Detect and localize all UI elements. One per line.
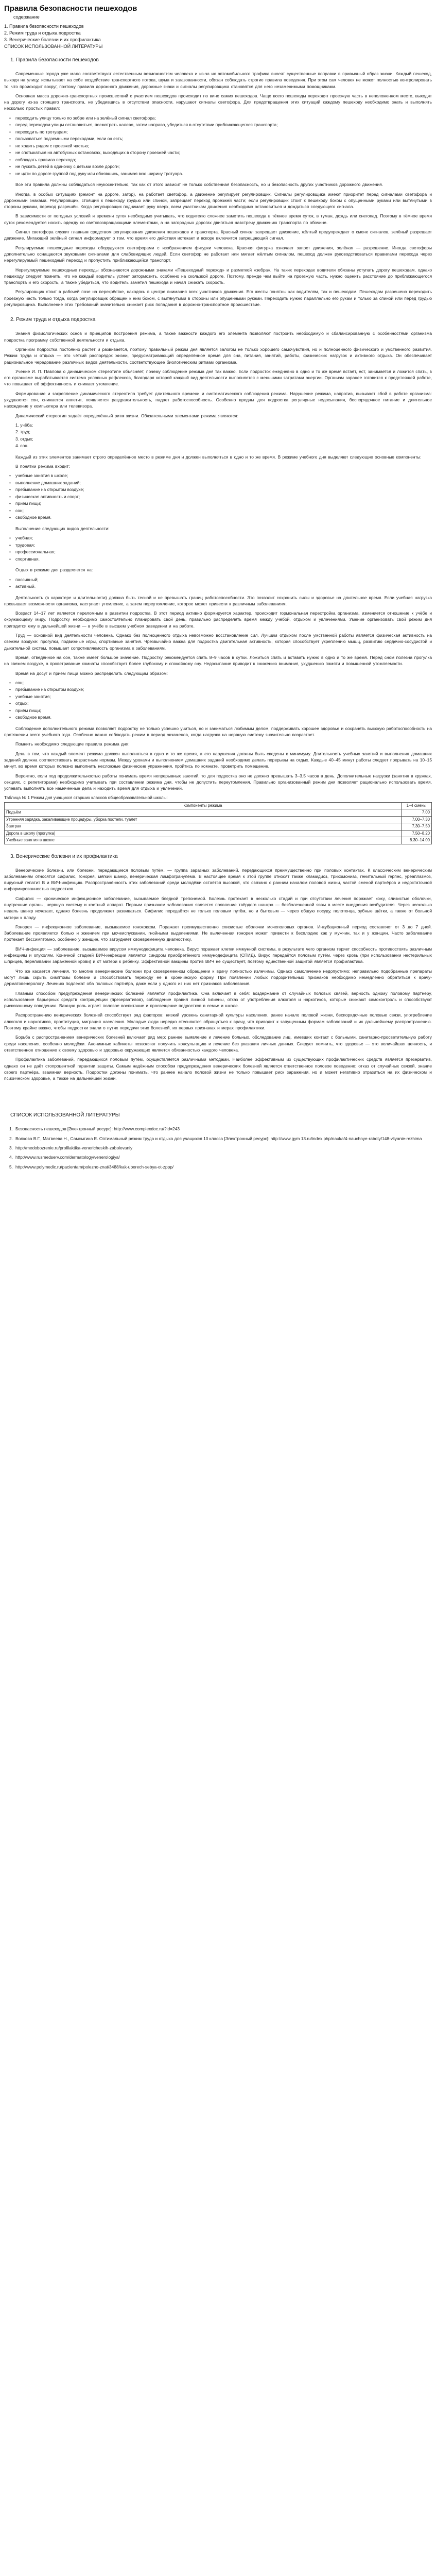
paragraph: Что же касается лечения, то многие венерические болезни при своевременном обращении к врачу полностью излечимы. Однако самолечение недопустимо: неправильно подобранные препараты могут лишь скрыть симптомы болезни и способствовать переходу её в хроническую форму. При появлении любых подозрительных признаков необходимо немедленно обратиться к врачу-дерматовенерологу. Лечению подлежат оба половых партнёра, даже если у одного из них нет признаков заболевания.: [4, 968, 432, 987]
references-list: [4, 1126, 432, 1170]
paragraph: Нерегулируемые пешеходные переходы обозначаются дорожными знаками «Пешеходный переход» и разметкой «зебра». На таких переходах водители обязаны уступать дорогу пешеходам, однако пешеходу следует помнить, что не каждый водитель успеет затормозить, особенно на скользкой дороге. Поэтому, прежде чем выйти на проезжую часть, нужно оценить расстояние до приближающегося транспорта и его скорость, а также убедиться, что водитель заметил пешехода и начал снижать скорость.: [4, 267, 432, 285]
table-cell: 7.30–7.50: [402, 823, 432, 831]
list-item: • пребывание на открытом воздухе;: [4, 686, 432, 693]
paragraph: Знания физиологических основ и принципов построения режима, а также важности каждого его элемента позволяют построить необходимую и сбалансированную с особенностями организма подростка программу собственной деятельности и отдыха.: [4, 331, 432, 343]
paragraph: Деятельность (в характере и длительности) должна быть тесной и не превышать границ работоспособности. Это позволит сохранить силы и здоровье на длительное время. Если учебная нагрузка превышает возможности организма, наступает утомление, а затем переутомление, которое может привести к различным заболеваниям.: [4, 595, 432, 606]
list-item: • переходить улицу только по зебре или на зелёный сигнал светофора;: [4, 115, 432, 122]
list-item: • выполнение домашних заданий;: [4, 480, 432, 487]
list-item: 4. сон.: [15, 443, 29, 449]
reference-text: Волкова В.Г., Матвеева Н., Самсыгина Е. Оптимальный режим труда и отдыха для учащихся 10 класса [Электронный ресурс]: http://www.gym 13.ru/index.php/nauka/4-nauchnye-raboty/148-vliyanie-rezhima: [15, 1136, 422, 1141]
reference-item[interactable]: 5. http://www.polymedic.ru/pacientam/polezno-znat/3488/kak-uberech-sebya-ot-zppp/: [9, 1164, 174, 1170]
paragraph: Основная масса дорожно-транспортных происшествий с участием пешеходов происходит по вине самих пешеходов. Чаще всего пешеходы переходят проезжую часть в неположенном месте, выходят на дорогу из-за стоящего транспорта, не убедившись в отсутствии опасности, нарушают сигналы светофора. Для предотвращения этих ситуаций каждому пешеходу необходимо знать и выполнять несколько простых правил:: [4, 93, 432, 111]
toc-item[interactable]: 2. Режим труда и отдыха подростка: [4, 30, 81, 36]
reference-item[interactable]: 4. http://www.rusmedserv.com/dermatology/venerologiya/: [9, 1155, 120, 1160]
paragraph: Сифилис — хроническое инфекционное заболевание, вызываемое бледной трепонемой. Болезнь протекает в несколько стадий и при отсутствии лечения поражает кожу, слизистые оболочки, внутренние органы, нервную систему и костный аппарат. Первым признаком заболевания является появление твёрдого шанкра — безболезненной язвы в месте внедрения возбудителя. Через несколько недель шанкр исчезает, однако болезнь продолжает развиваться. Сифилис передаётся не только половым путём, но и бытовым — через общую посуду, полотенца, зубные щётки, а также от больной матери к плоду.: [4, 895, 432, 920]
references-heading: СПИСОК ИСПОЛЬЗОВАННОЙ ЛИТЕРАТУРЫ: [10, 1112, 120, 1118]
paragraph: Отдых в режиме дня разделяется на:: [15, 567, 93, 573]
reference-text: Безопасность пешеходов [Электронный ресурс]: http://www.complexdoc.ru/?id=243: [15, 1126, 180, 1132]
list-item: • учебные занятия;: [4, 693, 432, 701]
paragraph: Вероятно, если под продолжительностью работы понимать время непрерывных занятий, то для подростка оно не должно превышать 3–3,5 часов в день. Дополнительные нагрузки (занятия в кружках, секциях, с репетиторами) необходимо учитывать при составлении режима дня, чтобы не допустить переутомления. Правильно организованный режим дня позволяет рационально использовать время, успевать выполнять все намеченные дела и находить время для отдыха и увлечений.: [4, 773, 432, 791]
list-item: • свободное время.: [4, 514, 432, 521]
numbered-list: [4, 422, 432, 450]
list-item: • сон;: [4, 680, 432, 687]
bullet-list: [4, 577, 432, 590]
list-item: • сон;: [4, 507, 432, 515]
table-cell: 7.50–8.20: [402, 830, 432, 837]
section-heading-work-rest: 2. Режим труда и отдыха подростка: [10, 317, 96, 323]
list-item: • свободное время.: [4, 714, 432, 721]
paragraph: Динамический стереотип задаёт определённый ритм жизни. Обязательными элементами режима являются:: [15, 413, 238, 418]
paragraph: Современные города уже мало соответствуют естественным возможностям человека и из-за их автомобильного трафика вносят существенные поправки в привычный образ жизни. Каждый пешеход, выходя на улицу, испытывает на себе воздействие транспортного потока, шума и загазованности, обязан соблюдать строгие правила поведения. При этом сам человек не может полностью контролировать то, что происходит вокруг, поэтому правила дорожного движения, дорожные знаки и сигналы регулировщика становятся для него незаменимыми помощниками.: [4, 71, 432, 89]
paragraph: Венерические болезни, или болезни, передающиеся половым путём, — группа заразных заболеваний, передающихся преимущественно при половых контактах. К классическим венерическим заболеваниям относятся сифилис, гонорея, мягкий шанкр, венерическая лимфогранулёма. В настоящее время к этой группе относят также хламидиоз, трихомониаз, генитальный герпес, уреаплазмоз, вирусный гепатит B и ВИЧ-инфекцию. Распространённость этих заболеваний среди молодёжи остаётся высокой, что связано с ранним началом половой жизни, частой сменой партнёров и недостаточной информированностью подростков.: [4, 867, 432, 892]
list-item: • пассивный;: [4, 577, 432, 584]
paragraph: Помнить необходимо следующие правила режима дня:: [15, 741, 130, 747]
list-item: • не идти по дороге группой под руку или обнявшись, занимая всю ширину тротуара.: [4, 171, 432, 178]
paragraph: Соблюдение дополнительного режима позволяет подростку не только успешно учиться, но и заниматься любимым делом, поддерживать хорошее здоровье и сохранять высокую работоспособность на протяжении всего учебного года. Особенно важно соблюдать режим в период экзаменов, когда нагрузка на нервную систему значительно возрастает.: [4, 725, 432, 738]
list-item: 3. отдых;: [15, 436, 33, 442]
paragraph: Главным способом предупреждения венерических болезней является профилактика. Она включает в себя: воздержание от случайных половых связей, верность одному половому партнёру, использование барьерных средств контрацепции (презервативов), соблюдение правил личной гигиены, отказ от употребления алкоголя и наркотиков, которые снижают самоконтроль и способствуют рискованному поведению. Важную роль играет половое воспитание и просвещение подростков в семье и школе.: [4, 990, 432, 1009]
table-cell: Учебные занятия в школе: [5, 837, 402, 844]
list-item: • спортивная.: [4, 556, 432, 563]
paragraph: Борьба с распространением венерических болезней включает ряд мер: раннее выявление и лечение больных, обследование лиц, имевших контакт с больными, санитарно-просветительную работу среди населения, особенно молодёжи. Анонимные кабинеты позволяют получить консультацию и лечение без указания личных данных. Следует помнить, что здоровье — это величайшая ценность, и ответственное отношение к своему здоровью и здоровью окружающих является обязанностью каждого человека.: [4, 1035, 432, 1053]
table-caption: Таблица № 1 Режим дня учащихся старших классов общеобразовательной школы:: [4, 795, 168, 800]
paragraph: Сигнал светофора служит главным средством регулирования движения пешеходов и транспорта. Красный сигнал запрещает движение, жёлтый предупреждает о смене сигналов, зелёный разрешает движение. Мигающий зелёный сигнал информирует о том, что время его действия истекает и вскоре включится запрещающий сигнал.: [4, 229, 432, 241]
section-heading-pedestrian-safety: 1. Правила безопасности пешеходов: [10, 57, 99, 63]
reference-text: http://www.polymedic.ru/pacientam/polezno-znat/3488/kak-uberech-sebya-ot-zppp/: [15, 1164, 174, 1170]
paragraph: Организм подростка постоянно растёт и развивается, поэтому правильный режим дня является залогом не только хорошего самочувствия, но и полноценного физического и умственного развития. Режим труда и отдыха — это чёткий распорядок жизни, предусматривающий определённое время для сна, питания, занятий, работы, физических нагрузок и активного отдыха. Он обеспечивает рациональное чередование различных видов деятельности, соответствующее биологическим ритмам организма.: [4, 346, 432, 365]
reference-text: http://medobozrenie.ru/profilaktika-venericheskih-zabolevaniy: [15, 1145, 133, 1151]
list-item: • пребывание на открытом воздухе;: [4, 486, 432, 494]
list-item: • отдых;: [4, 700, 432, 707]
paragraph: Профилактика заболеваний, передающихся половым путём, осуществляется различными методами. Наиболее эффективным из существующих профилактических средств является презерватив, однако он не даёт стопроцентной гарантии защиты. Самым надёжным способом предупреждения венерических болезней является ответственное половое поведение: отказ от случайных связей, знание своего партнёра, взаимная верность. Подростки должны понимать, что раннее начало половой жизни не только повышает риск заражения, но и может негативно отразиться на их физическом и психическом здоровье, а также на дальнейшей жизни.: [4, 1057, 432, 1081]
paragraph: Выполнение следующих видов деятельности:: [15, 526, 110, 531]
paragraph: Формирование и закрепление динамического стереотипа требует длительного времени и систематического соблюдения режима. Нарушение режима, напротив, вызывает сбой в работе организма: ухудшается сон, снижается аппетит, появляется раздражительность, падает работоспособность. Особенно вредны для подростка регулярные недосыпания, беспорядочное питание и длительное нахождение у компьютера или телевизора.: [4, 391, 432, 409]
toc-label: содержание: [13, 14, 40, 20]
list-item: • приём пищи;: [4, 707, 432, 715]
list-item: • перед переходом улицы остановиться, посмотреть налево, затем направо, убедиться в отсутствии приближающегося транспорта;: [4, 122, 432, 129]
paragraph: Время, отведённое на сон, также имеет большое значение. Подростку рекомендуется спать 8–9 часов в сутки. Ложиться спать и вставать нужно в одно и то же время. Перед сном полезна прогулка на свежем воздухе, а проветривание комнаты способствует более глубокому и спокойному сну. Недосыпание приводит к снижению внимания, ухудшению памяти и повышенной утомляемости.: [4, 654, 432, 667]
toc-item[interactable]: 1. Правила безопасности пешеходов: [4, 24, 84, 29]
list-item: • учебные занятия в школе;: [4, 472, 432, 480]
bullet-list: [4, 472, 432, 521]
table-header-cell: 1–4 смены: [402, 802, 432, 809]
table-header-row: [5, 802, 432, 809]
bullet-list: [4, 115, 432, 178]
list-item: • пользоваться подземными переходами, если он есть;: [4, 135, 432, 143]
paragraph: Распространению венерических болезней способствует ряд факторов: низкий уровень санитарной культуры населения, ранее начало половой жизни, беспорядочные половые связи, употребление алкоголя и наркотиков, проституция, миграция населения. Молодые люди нередко стесняются обращаться к врачу, что приводит к запущенным формам заболеваний и их дальнейшему распространению. Поэтому крайне важно, чтобы подростки знали о путях передачи этих болезней, их первых признаках и мерах профилактики.: [4, 1012, 432, 1031]
paragraph: Каждый из этих элементов занимает строго определённое место в режиме дня и должен выполняться в одно и то же время. В режиме учебного дня выделяют следующие основные компоненты:: [15, 454, 422, 460]
table-row: [5, 823, 432, 831]
paragraph: В понятии режима входит:: [15, 464, 70, 469]
daily-regime-table: [4, 802, 432, 844]
paragraph: Регулировщик стоит в рабочей позе на перекрёстке, находясь в центре внимания всех участников движения. Его жесты понятны как водителям, так и пешеходам. Пешеходам разрешено переходить проезжую часть только тогда, когда регулировщик обращён к ним боком, с вытянутыми в стороны или опущенными руками. Переходить нужно параллельно его рукам и только за спиной или перед грудью регулировщика. Выполнение этих требований значительно снижает риск попадания в дорожно-транспортное происшествие.: [4, 289, 432, 308]
list-item: • не спотыкаться на автобусных остановках, выходящих в сторону проезжей части;: [4, 149, 432, 157]
table-row: [5, 809, 432, 817]
paragraph: Все эти правила должны соблюдаться неукоснительно, так как от этого зависит не только собственная безопасность, но и безопасность других участников дорожного движения.: [15, 182, 383, 188]
table-header-cell: Компоненты режима: [5, 802, 402, 809]
table-of-contents: [4, 23, 432, 50]
reference-item[interactable]: 3. http://medobozrenie.ru/profilaktika-venericheskih-zabolevaniy: [9, 1145, 133, 1151]
reference-text: http://www.rusmedserv.com/dermatology/venerologiya/: [15, 1155, 120, 1160]
reference-item[interactable]: 1. Безопасность пешеходов [Электронный ресурс]: http://www.complexdoc.ru/?id=243: [9, 1126, 180, 1132]
toc-item[interactable]: 3. Венерические болезни и их профилактика: [4, 37, 101, 42]
document-title: Правила безопасности пешеходов: [4, 4, 137, 13]
paragraph: Труд — основной вид деятельности человека. Однако без полноценного отдыха невозможно восстановление сил. Лучшим отдыхом после умственной работы является физическая активность на свежем воздухе: прогулки, подвижные игры, спортивные занятия. Чрезвычайно важна для подростка двигательная активность, которая способствует укреплению мышц, развитию сердечно-сосудистой и дыхательной систем, повышает сопротивляемость организма к заболеваниям.: [4, 633, 432, 651]
list-item: • не пускать детей в одиночку с детьми возле дороги;: [4, 163, 432, 171]
paragraph: Время на досуг и приём пищи можно распределить следующим образом:: [15, 670, 168, 676]
table-cell: Подъём: [5, 809, 402, 817]
reference-item[interactable]: 2. Волкова В.Г., Матвеева Н., Самсыгина Е. Оптимальный режим труда и отдыха для учащихся 10 класса [Электронный ресурс]: http://www.gym 13.ru/index.php/nauka/4-nauchnye-raboty/148-vliyanie-rezhima: [9, 1136, 422, 1141]
table-cell: Утренняя зарядка, закаливающие процедуры, уборка постели, туалет: [5, 816, 402, 823]
paragraph: Иногда, в особых ситуациях (ремонт на дороге, затор), на работает светофор, а движение регулирует регулировщик. Сигналы регулировщика имеют приоритет перед сигналами светофора и дорожными знаками. Регулировщик, стоящий к пешеходу грудью или спиной, запрещает переход проезжей части; если регулировщик стоит к пешеходу боком с опущенными руками или вытянутыми в стороны руками, переход разрешён. Когда регулировщик поднимает руку вверх, всем участникам движения необходимо остановиться и дождаться следующего сигнала.: [4, 191, 432, 210]
table-row: [5, 816, 432, 823]
list-item: 2. труд;: [15, 429, 30, 435]
paragraph: Возраст 14–17 лет является переломным в развитии подростка. В этот период активно формируется характер, происходит гормональная перестройка организма, изменяется отношение к учёбе и окружающему миру. Подростку необходимо самостоятельно планировать свой день, правильно распределять время между учёбой, отдыхом и увлечениями. Умение организовать свой режим дня пригодится ему в дальнейшей жизни — в учёбе в высшем учебном заведении и на работе.: [4, 611, 432, 629]
table-cell: Завтрак: [5, 823, 402, 831]
paragraph: Гонорея — инфекционное заболевание, вызываемое гонококком. Поражает преимущественно слизистые оболочки мочеполовых органов. Инкубационный период составляет от 3 до 7 дней. Заболевание проявляется болью и жжением при мочеиспускании, гнойными выделениями. Не вылеченная гонорея может привести к бесплодию как у мужчин, так и у женщин. Часто заболевание протекает бессимптомно, особенно у женщин, что затрудняет своевременную диагностику.: [4, 924, 432, 942]
paragraph: В зависимости от погодных условий и времени суток необходимо учитывать, что водителю сложнее заметить пешехода в тёмное время суток, в туман, дождь или снегопад. Поэтому в тёмное время суток рекомендуется носить одежду со световозвращающими элементами, а на загородных дорогах двигаться навстречу движению транспорта по обочине.: [4, 213, 432, 225]
paragraph: ВИЧ-инфекция — заболевание, вызываемое вирусом иммунодефицита человека. Вирус поражает клетки иммунной системы, в результате чего организм теряет способность противостоять различным инфекциям и опухолям. Конечной стадией ВИЧ-инфекции является синдром приобретённого иммунодефицита (СПИД). Вирус передаётся половым путём, через кровь (при использовании нестерильных шприцев, переливании заражённой крови) и от матери к ребёнку. Эффективной вакцины против ВИЧ не существует, поэтому единственной защитой является профилактика.: [4, 946, 432, 964]
toc-item[interactable]: СПИСОК ИСПОЛЬЗОВАННОЙ ЛИТЕРАТУРЫ: [4, 44, 103, 49]
table-cell: 7.00: [402, 809, 432, 817]
list-item: • не ходить рядом с проезжей частью;: [4, 143, 432, 150]
list-item: • приём пищи;: [4, 500, 432, 507]
list-item: • физическая активность и спорт;: [4, 494, 432, 501]
list-item: • учебная;: [4, 535, 432, 542]
list-item: • соблюдать правила перехода;: [4, 157, 432, 164]
paragraph: Учение И. П. Павлова о динамическом стереотипе объясняет, почему соблюдение режима дня так важно. Если подросток ежедневно в одно и то же время встаёт, ест, занимается и ложится спать, в его организме вырабатывается система условных рефлексов, благодаря которой каждый вид деятельности выполняется с меньшими затратами энергии. Организм заранее готовится к предстоящей работе, что повышает её эффективность и снижает утомление.: [4, 368, 432, 387]
table-cell: 7.00–7.30: [402, 816, 432, 823]
list-item: • переходить по тротуарам;: [4, 129, 432, 136]
list-item: • трудовая;: [4, 542, 432, 549]
section-heading-venereal-diseases: 3. Венерические болезни и их профилактика: [10, 853, 118, 859]
table-row: [5, 830, 432, 837]
list-item: • активный.: [4, 583, 432, 590]
bullet-list: [4, 680, 432, 721]
table-cell: Дорога в школу (прогулка): [5, 830, 402, 837]
table-cell: 8.30–14.00: [402, 837, 432, 844]
list-item: 1. учёба;: [15, 422, 33, 428]
paragraph: День в том, что каждый элемент режима должен выполняться в одно и то же время, а его нарушения должны быть сведены к минимуму. Длительность учебных занятий и выполнения домашних заданий должна соответствовать возрастным нормам. Между уроками и выполнением домашних заданий необходимо делать перерывы на отдых. Каждые 40–45 минут работы следует прерывать на 10–15 минут, во время которых полезно выполнить несложные физические упражнения, пройтись по комнате, проветрить помещение.: [4, 751, 432, 769]
paragraph: Регулируемые пешеходные переходы оборудуются светофорами с изображением фигурки человека. Красная фигурка означает запрет движения, зелёная — разрешение. Иногда светофоры дополнительно оснащаются звуковыми сигналами для слабовидящих людей. Если светофор не работает или мигает жёлтым сигналом, пешеход должен руководствоваться правилами перехода через нерегулируемый пешеходный переход и пропустить приближающийся транспорт.: [4, 245, 432, 263]
list-item: • профессиональная;: [4, 549, 432, 556]
bullet-list: [4, 535, 432, 563]
table-row: [5, 837, 432, 844]
